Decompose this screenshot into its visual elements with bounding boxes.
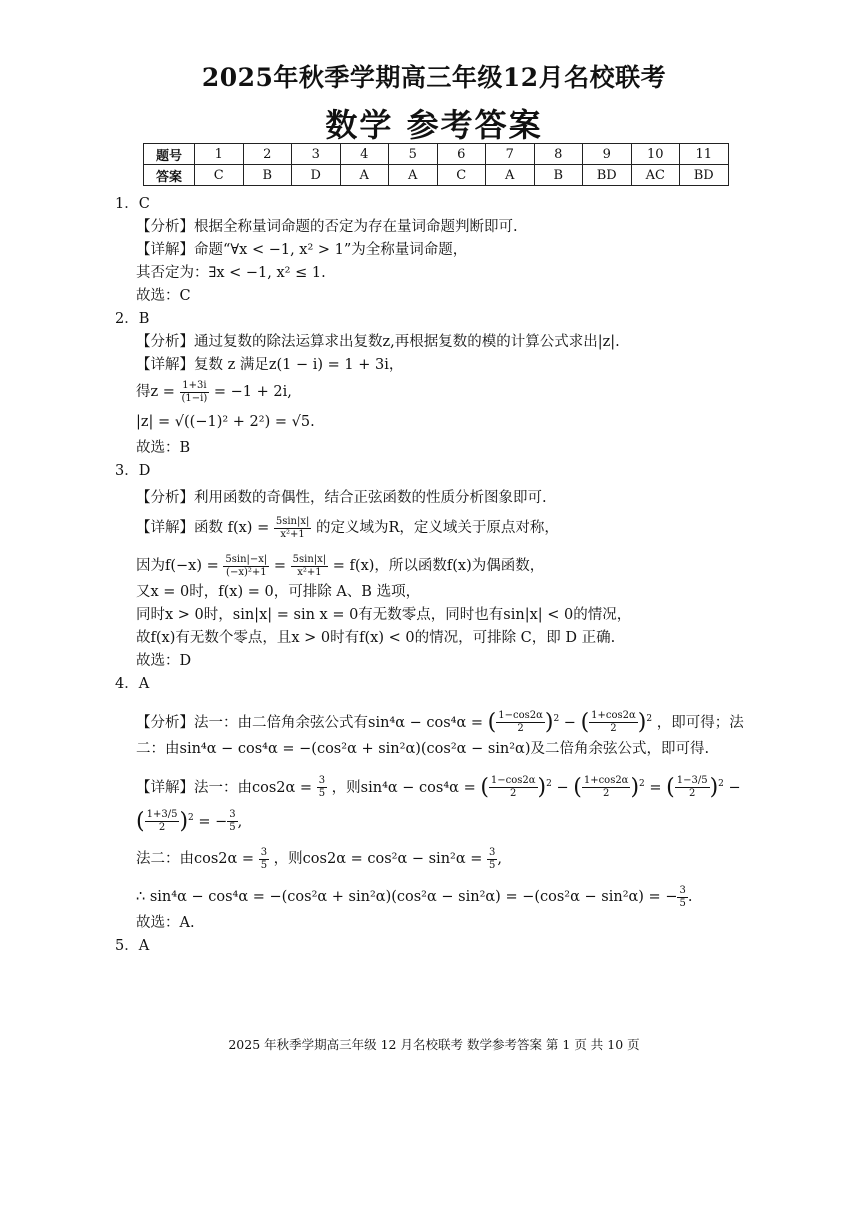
q4-detail-1: 【详解】法一：由cos2α = $\frac{3}{5}$ ，则sin⁴α − cos⁴α = ( $\frac{1-\cos 2\alpha}{2}$ )$^2$ − ( $\frac{1+\cos 2\alpha}{2}$ )$^2$ = ( $\frac{1-3/5}{2}$ )$^2$ −	[136, 774, 741, 800]
question-number: 6	[437, 144, 486, 165]
q4-detail-2: ( $\frac{1+3/5}{2}$ )$^2$ = − $\frac{3}{5}$ ,	[136, 808, 243, 834]
q4-analysis-tail: ，即可得；法	[656, 714, 744, 731]
q4-analysis-lhs: 【分析】法一：由二倍角余弦公式有sin⁴α − cos⁴α =	[136, 714, 484, 731]
question-number: 5	[389, 144, 438, 165]
q3-conclusion: 故f(x)有无数个零点，且x > 0时有f(x) < 0的情况，可排除 C，即 D 正确.	[136, 630, 616, 646]
q2-division-rhs: = −1 + 2i,	[213, 384, 292, 400]
q3-parity-lhs: 因为f(−x) =	[136, 558, 219, 574]
question-number: 10	[631, 144, 680, 165]
q2-modulus: |z| = √((−1)² + 2²) = √5.	[136, 414, 315, 430]
q3-fraction: $\frac{5\sin|x|}{\text{x²+1}}$	[275, 515, 310, 540]
q3-parity	[136, 551, 755, 581]
q1-choice: 故选：C	[136, 288, 191, 304]
q2-division-lhs: 得z =	[136, 384, 175, 400]
table-header-number: 题号	[144, 144, 195, 165]
q4-detail-mid: ，则sin⁴α − cos⁴α =	[331, 779, 476, 796]
q1-analysis: 【分析】根据全称量词命题的否定为存在量词命题判断即可.	[136, 219, 518, 235]
question-number: 9	[583, 144, 632, 165]
page-footer: 2025 年秋季学期高三年级 12 月名校联考 数学参考答案 第 1 页 共 10 页	[228, 1037, 640, 1052]
question-number: 11	[680, 144, 729, 165]
exam-subtitle: 数学 参考答案	[325, 106, 543, 144]
q4-detail-lhs: 【详解】法一：由cos2α =	[136, 779, 313, 796]
q2-detail: 【详解】复数 z 满足z(1 − i) = 1 + 3i，	[136, 357, 404, 373]
q4-result: = −	[198, 813, 228, 830]
q4-choice: 故选：A.	[136, 915, 195, 932]
answer-cell: BD	[583, 165, 632, 186]
q2-division	[136, 377, 755, 407]
q3-detail-rhs: 的定义域为R，定义域关于原点对称，	[315, 520, 559, 536]
answer-cell: C	[437, 165, 486, 186]
q3-choice: 故选：D	[136, 653, 192, 669]
q3-exclude-ab: 又x = 0时，f(x) = 0，可排除 A、B 选项，	[136, 584, 421, 600]
q4-method-2-lhs: 法二：由cos2α =	[136, 851, 255, 868]
question-number: 1	[195, 144, 244, 165]
table-header-answer: 答案	[144, 165, 195, 186]
question-number: 7	[486, 144, 535, 165]
q3-analysis: 【分析】利用函数的奇偶性，结合正弦函数的性质分析图象即可.	[136, 490, 547, 506]
q3-equals: =	[273, 558, 287, 574]
question-number: 4	[340, 144, 389, 165]
question-2-heading: 2．B	[115, 311, 150, 327]
q3-fraction-2: $\frac{5\sin|x|}{\text{x²+1}}$	[292, 553, 327, 578]
q3-parity-rhs: = f(x)，所以函数f(x)为偶函数，	[332, 558, 545, 574]
q4-analysis-2: 二：由sin⁴α − cos⁴α = −(cos²α + sin²α)(cos²α − sin²α)及二倍角余弦公式，即可得.	[136, 740, 710, 757]
answer-table-answer-row	[144, 165, 729, 186]
q1-detail: 【详解】命题“∀x < −1, x² > 1”为全称量词命题，	[136, 242, 468, 258]
q2-choice: 故选：B	[136, 440, 191, 456]
q4-method-2: 法二：由cos2α = $\frac{3}{5}$ ，则cos2α = cos²α − sin²α = $\frac{3}{5}$ ,	[136, 846, 502, 871]
q4-analysis-1: 【分析】法一：由二倍角余弦公式有sin⁴α − cos⁴α = ( $\frac{1-\cos 2\alpha}{2}$ )$^2$ − ( $\frac{1+\cos 2\alpha}{2}$ )$^2$ ，即可得；法	[136, 709, 744, 735]
exam-title: 2025年秋季学期高三年级12月名校联考	[201, 63, 667, 92]
solutions-body	[115, 193, 755, 958]
q3-zeros: 同时x > 0时，sin|x| = sin x = 0有无数零点，同时也有sin|x| < 0的情况，	[136, 607, 632, 623]
q3-detail	[136, 513, 755, 543]
answer-cell: B	[243, 165, 292, 186]
q4-therefore: ∴ sin⁴α − cos⁴α = −(cos²α + sin²α)(cos²α − sin²α) = −(cos²α − sin²α) = − $\frac{3}{5}$ .	[136, 884, 693, 909]
q4-method-2-mid: ，则cos2α = cos²α − sin²α =	[273, 851, 483, 868]
answer-cell: B	[534, 165, 583, 186]
question-number: 2	[243, 144, 292, 165]
answer-cell: BD	[680, 165, 729, 186]
question-5-heading: 5．A	[115, 938, 150, 955]
q3-fraction-1: $\frac{5\sin|-x|}{\text{(−x)²+1}}$	[225, 553, 268, 578]
q1-negation: 其否定为：∃x < −1, x² ≤ 1.	[136, 265, 326, 281]
question-4-heading: 4．A	[115, 676, 150, 692]
answer-cell: C	[195, 165, 244, 186]
answer-table-number-row	[144, 144, 729, 165]
answer-cell: D	[292, 165, 341, 186]
question-number: 3	[292, 144, 341, 165]
question-1-heading: 1．C	[115, 196, 150, 212]
answer-cell: A	[389, 165, 438, 186]
answer-table	[143, 143, 729, 186]
q2-fraction: $\frac{1+3i}{(1-i)}$	[181, 379, 208, 404]
q4-therefore-text: ∴ sin⁴α − cos⁴α = −(cos²α + sin²α)(cos²α − sin²α) = −(cos²α − sin²α) = −	[136, 889, 678, 906]
question-3-heading: 3．D	[115, 463, 151, 479]
q2-analysis: 【分析】通过复数的除法运算求出复数z,再根据复数的模的计算公式求出|z|.	[136, 334, 620, 350]
question-number: 8	[534, 144, 583, 165]
answer-cell: AC	[631, 165, 680, 186]
q3-detail-lhs: 【详解】函数 f(x) =	[136, 520, 270, 536]
answer-cell: A	[486, 165, 535, 186]
answer-cell: A	[340, 165, 389, 186]
